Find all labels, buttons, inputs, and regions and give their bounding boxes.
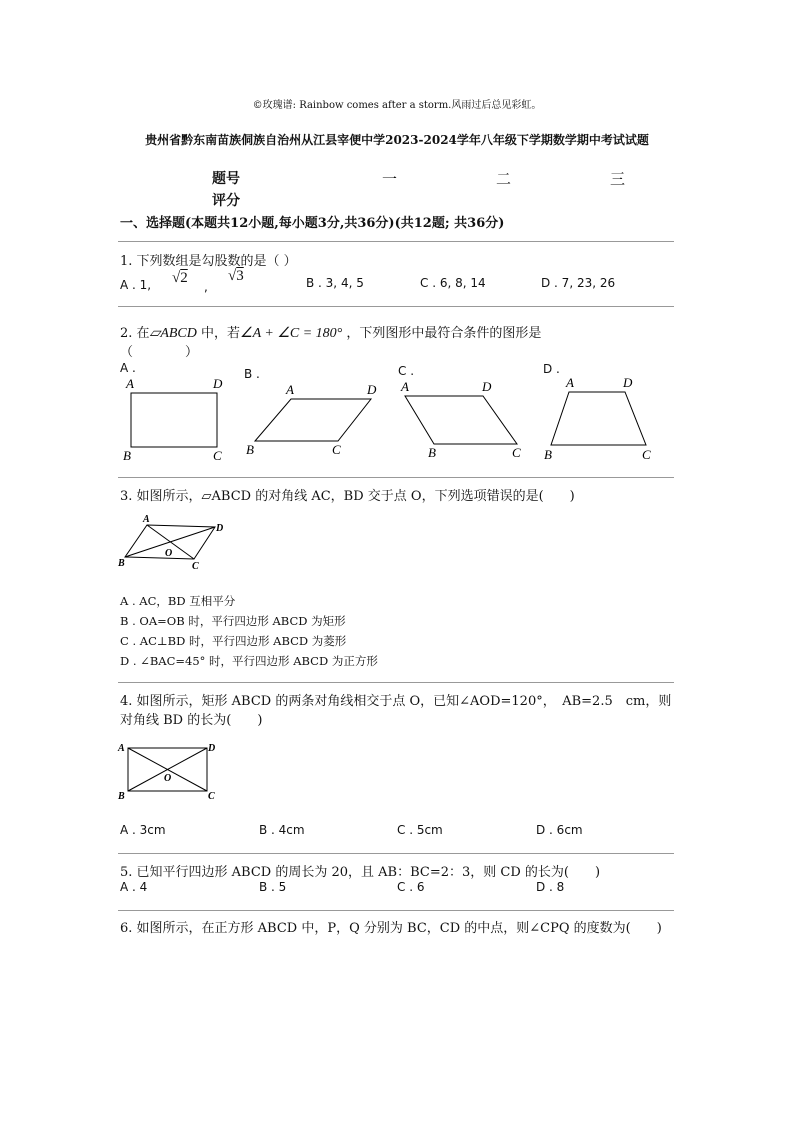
option-d: D . (543, 362, 560, 376)
fig-b-label-d: D (367, 382, 377, 397)
question-stem: 3. 如图所示，▱ABCD 的对角线 AC，BD 交于点 O，下列选项错误的是( ) (120, 489, 575, 504)
separator: , (204, 280, 208, 294)
option-b: B . 5 (259, 880, 287, 894)
option-c: C . 6, 8, 14 (420, 276, 486, 290)
fig-d-label-d: D (623, 375, 633, 390)
page-title: 贵州省黔东南苗族侗族自治州从江县宰便中学2023-2024学年八年级下学期数学期中考试试题 (145, 133, 649, 147)
divider (118, 682, 674, 683)
option-a: A . 4 (120, 880, 148, 894)
score-column-2: 二 (496, 170, 512, 188)
fig-a-label-c: C (213, 448, 222, 463)
fig-c-label-a: A (401, 379, 409, 394)
label-a: A (118, 743, 125, 754)
option-c: C . (398, 364, 415, 378)
fig-a-label-d: D (213, 376, 223, 391)
option-a: A . (120, 361, 136, 375)
question-stem-line-2: 对角线 BD 的长为( ) (120, 713, 263, 728)
fig-d-label-a: A (566, 375, 574, 390)
divider (118, 853, 674, 854)
figure-c-parallelogram (405, 396, 517, 444)
question-stem: 1. 下列数组是勾股数的是（ ） (120, 254, 297, 269)
watermark: ©玫瑰谱: Rainbow comes after a storm.风雨过后总见彩虹。 (252, 100, 542, 111)
option-b: B . (244, 367, 260, 381)
fig-b-label-b: B (246, 442, 254, 457)
score-column-3: 三 (610, 170, 626, 188)
label-c: C (192, 561, 199, 572)
fig-d-label-b: B (544, 447, 552, 462)
option-c: C . AC⊥BD 时，平行四边形 ABCD 为菱形 (120, 634, 347, 648)
label-b: B (118, 558, 125, 569)
score-row-label-question: 题号 (212, 171, 240, 187)
option-a: A . 3cm (120, 823, 166, 837)
option-d: D . 6cm (536, 823, 583, 837)
option-a-text: A . 1, (120, 278, 152, 292)
section-heading: 一、选择题(本题共12小题,每小题3分,共36分)(共12题; 共36分) (120, 216, 505, 231)
fig-b-label-c: C (332, 442, 341, 457)
figure-d-trapezoid (551, 392, 646, 445)
label-b: B (118, 791, 125, 802)
score-column-1: 一 (382, 170, 398, 188)
q4-rectangle-figure (112, 738, 232, 804)
sqrt-3: √3 (228, 268, 244, 284)
fig-a-label-b: B (123, 448, 131, 463)
q2-figures (0, 0, 794, 480)
fig-b-label-a: A (286, 382, 294, 397)
option-b: B . 3, 4, 5 (306, 276, 364, 290)
label-o: O (164, 773, 172, 784)
option-d: D . 8 (536, 880, 565, 894)
divider (118, 910, 674, 911)
option-b: B . 4cm (259, 823, 305, 837)
label-d: D (216, 523, 224, 534)
question-stem: 2. 在▱ABCD 中，若∠A + ∠C = 180° ，下列图形中最符合条件的图形是 (120, 326, 542, 341)
fig-d-label-c: C (642, 447, 651, 462)
label-a: A (143, 514, 150, 525)
question-stem: 5. 已知平行四边形 ABCD 的周长为 20，且 AB：BC=2：3，则 CD 的长为( ) (120, 865, 601, 880)
score-row-label-score: 评分 (212, 193, 240, 209)
option-c: C . 6 (397, 880, 425, 894)
option-d: D . ∠BAC=45° 时，平行四边形 ABCD 为正方形 (120, 654, 378, 668)
question-stem-line-1: 4. 如图所示，矩形 ABCD 的两条对角线相交于点 O，已知∠AOD=120°， AB=2.5 cm，则 (120, 694, 672, 709)
fig-c-label-d: D (482, 379, 492, 394)
figure-b-parallelogram (255, 399, 371, 441)
question-stem: 6. 如图所示，在正方形 ABCD 中，P，Q 分别为 BC，CD 的中点，则∠CPQ 的度数为( ) (120, 921, 662, 936)
label-d: D (208, 743, 216, 754)
label-c: C (208, 791, 215, 802)
fig-a-label-a: A (126, 376, 134, 391)
divider (118, 477, 674, 478)
label-o: O (165, 548, 173, 559)
option-b: B . OA=OB 时，平行四边形 ABCD 为矩形 (120, 614, 346, 628)
fig-c-label-c: C (512, 445, 521, 460)
option-d: D . 7, 23, 26 (541, 276, 616, 290)
answer-blank: （ ） (120, 345, 199, 360)
fig-c-label-b: B (428, 445, 436, 460)
q3-parallelogram-figure (112, 512, 242, 574)
option-c: C . 5cm (397, 823, 443, 837)
figure-a-rectangle (131, 393, 217, 447)
option-a: A . AC，BD 互相平分 (120, 594, 236, 608)
sqrt-2: √2 (172, 270, 188, 286)
